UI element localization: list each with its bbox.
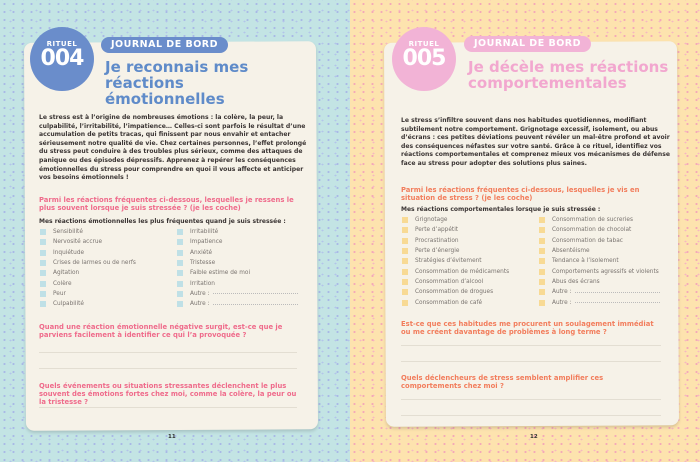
page-title: Je décèle mes réactions comportementales <box>468 58 669 92</box>
write-in-line[interactable] <box>213 304 298 305</box>
checklist-item-label: Irritation <box>190 280 215 287</box>
checklist-item-label: Grignotage <box>415 217 448 224</box>
intro-text: Le stress est à l’origine de nombreuses émotions : la colère, la peur, la culpabilité, l’irritabilité, l’impatience… Celles-ci sont parfois le résultat d’une accumulation de petits tracas, qui finissent par nous envahir et entacher sérieusement notre qualité de vie. Chez certaines personnes, l’effet prolongé du stress peut conduire à des troubles plus sérieux, comme des attaques de panique ou des épisodes dépressifs. Apprenez à repérer les conséquences émotionnelles du stress pour comprendre en quoi il vous affecte et anticiper vos besoins émotionnels ! <box>39 114 307 182</box>
checklist-item-label: Autre : <box>552 299 572 306</box>
checkbox[interactable] <box>177 250 183 256</box>
checkbox[interactable] <box>539 289 545 295</box>
answer-line[interactable] <box>39 368 297 369</box>
ritual-badge <box>30 27 94 91</box>
checkbox[interactable] <box>177 260 183 266</box>
checklist-item[interactable] <box>539 246 660 256</box>
checklist-col2 <box>177 227 298 309</box>
section-pill: JOURNAL DE BORD <box>101 37 228 53</box>
checkbox[interactable] <box>402 300 408 306</box>
checklist-item[interactable] <box>40 268 136 278</box>
checkbox[interactable] <box>539 227 545 233</box>
page-right <box>350 0 700 462</box>
checkbox[interactable] <box>402 238 408 244</box>
checklist-item-label: Anxiété <box>190 249 213 256</box>
write-in-line[interactable] <box>575 292 660 293</box>
checklist-item[interactable] <box>402 246 509 256</box>
checklist-item-label: Consommation de tabac <box>552 237 623 244</box>
page-title: Je reconnais mes réactions émotionnelles <box>105 58 249 108</box>
checkbox[interactable] <box>40 281 46 287</box>
answer-line[interactable] <box>401 399 661 400</box>
checklist-item-label: Consommation d’alcool <box>415 278 484 285</box>
checklist-item-label: Inquiétude <box>53 249 85 256</box>
checklist-item-label: Consommation de café <box>415 299 483 306</box>
checkbox[interactable] <box>402 279 408 285</box>
question-2: Est-ce que ces habitudes me procurent un soulagement immédiat ou me créent davantage de problèmes à long terme ? <box>401 320 654 336</box>
checklist-item[interactable] <box>177 248 298 258</box>
checklist-item-label: Tristesse <box>190 260 216 267</box>
answer-line[interactable] <box>401 345 661 346</box>
checkbox[interactable] <box>402 248 408 254</box>
checklist-item[interactable] <box>539 287 660 297</box>
checkbox[interactable] <box>402 227 408 233</box>
checklist-item[interactable] <box>177 299 298 309</box>
checkbox[interactable] <box>539 238 545 244</box>
checkbox[interactable] <box>40 250 46 256</box>
checkbox[interactable] <box>402 217 408 223</box>
answer-line[interactable] <box>401 361 661 362</box>
checkbox[interactable] <box>40 239 46 245</box>
page-number: 11 <box>168 434 176 440</box>
checklist-item-label: Consommation de drogues <box>415 289 494 296</box>
checkbox[interactable] <box>177 281 183 287</box>
checklist-item-label: Autre : <box>190 301 210 308</box>
checklist-item[interactable] <box>539 256 660 266</box>
checklist-item[interactable] <box>177 278 298 288</box>
checklist-item-label: Peur <box>53 290 66 297</box>
checkbox[interactable] <box>40 229 46 235</box>
intro-text: Le stress s’infiltre souvent dans nos habitudes quotidiennes, modifiant subtilement notre comportement. Grignotage excessif, isolement, ou abus d’écrans : ces petites déviations peuvent révéler un mal-être profond et avoir des conséquences néfastes sur votre santé. Grâce à ce rituel, identifiez vos réactions comportementales et comprenez mieux vos mécanismes de défense face au stress pour adopter des solutions plus saines. <box>401 117 671 167</box>
checklist-item[interactable] <box>40 289 136 299</box>
checklist-item[interactable] <box>539 277 660 287</box>
ritual-number: 004 <box>40 46 84 71</box>
checklist-item-label: Abus des écrans <box>552 278 600 285</box>
checklist-item-label: Consommation de sucreries <box>552 217 634 224</box>
checklist-item-label: Perte d’appétit <box>415 227 459 234</box>
list-label: Mes réactions comportementales lorsque je suis stressée : <box>401 206 601 213</box>
checklist-col1 <box>40 227 136 309</box>
checklist-item[interactable] <box>40 227 136 237</box>
checklist-item[interactable] <box>177 227 298 237</box>
checklist-item-label: Nervosité accrue <box>53 239 103 246</box>
checklist-item[interactable] <box>402 287 509 297</box>
checkbox[interactable] <box>402 269 408 275</box>
checkbox[interactable] <box>177 301 183 307</box>
ritual-badge <box>392 27 456 91</box>
checklist-item-label: Consommation de chocolat <box>552 227 632 234</box>
checkbox[interactable] <box>539 217 545 223</box>
checklist-item-label: Absentéisme <box>552 248 590 255</box>
checklist-item-label: Autre : <box>552 289 572 296</box>
checklist-item[interactable] <box>402 215 509 225</box>
checkbox[interactable] <box>177 229 183 235</box>
question-3: Quels déclencheurs de stress semblent amplifier ces comportements chez moi ? <box>401 374 604 390</box>
checklist-item[interactable] <box>40 278 136 288</box>
ritual-label: RITUEL <box>46 40 78 48</box>
checklist-item-label: Comportements agressifs et violents <box>552 268 659 275</box>
question-1: Parmi les réactions fréquentes ci-dessous, lesquelles je ressens le plus souvent lorsque je suis stressée ? (je les coche) <box>39 196 294 212</box>
checklist-item-label: Tendance à l’isolement <box>552 258 619 265</box>
checklist-item[interactable] <box>539 215 660 225</box>
checklist-item[interactable] <box>40 258 136 268</box>
checklist-item-label: Autre : <box>190 290 210 297</box>
checkbox[interactable] <box>402 258 408 264</box>
checkbox[interactable] <box>539 269 545 275</box>
checkbox[interactable] <box>539 300 545 306</box>
checklist-item[interactable] <box>177 237 298 247</box>
question-2: Quand une réaction émotionnelle négative surgit, est-ce que je parviens facilement à identifier ce qui l’a provoquée ? <box>39 323 283 339</box>
checklist-item[interactable] <box>402 297 509 307</box>
checklist-item[interactable] <box>402 277 509 287</box>
checklist-item-label: Faible estime de moi <box>190 270 251 277</box>
checklist-item-label: Consommation de médicaments <box>415 268 510 275</box>
checklist-item-label: Crises de larmes ou de nerfs <box>53 260 136 267</box>
checklist-item[interactable] <box>40 248 136 258</box>
checkbox[interactable] <box>40 270 46 276</box>
checklist-item[interactable] <box>40 237 136 247</box>
question-1: Parmi les réactions fréquentes ci-dessous, lesquelles je vis en situation de stress ? (je les coche) <box>401 186 640 202</box>
checklist-item[interactable] <box>40 299 136 309</box>
checkbox[interactable] <box>402 289 408 295</box>
ritual-number: 005 <box>402 46 446 71</box>
checklist-item[interactable] <box>402 266 509 276</box>
checklist-item[interactable] <box>402 236 509 246</box>
checklist-item[interactable] <box>539 236 660 246</box>
list-label: Mes réactions émotionnelles les plus fréquentes quand je suis stressée : <box>39 218 286 225</box>
checklist-item-label: Procrastination <box>415 237 459 244</box>
checkbox[interactable] <box>177 239 183 245</box>
answer-line[interactable] <box>39 407 297 408</box>
checkbox[interactable] <box>177 270 183 276</box>
checklist-item[interactable] <box>539 266 660 276</box>
checklist-item-label: Perte d’énergie <box>415 248 460 255</box>
page-number: 12 <box>530 434 538 440</box>
checklist-item-label: Irritabilité <box>190 229 219 236</box>
section-pill: JOURNAL DE BORD <box>464 36 591 52</box>
checklist-col2 <box>539 215 660 308</box>
ritual-label: RITUEL <box>408 40 440 48</box>
answer-line[interactable] <box>401 415 661 416</box>
checkbox[interactable] <box>539 258 545 264</box>
write-in-line[interactable] <box>213 293 298 294</box>
question-3: Quels événements ou situations stressantes déclenchent le plus souvent des émotions fortes chez moi, comme la colère, la peur ou la tristesse ? <box>39 382 297 406</box>
checklist-item-label: Agitation <box>53 270 80 277</box>
answer-line[interactable] <box>39 352 297 353</box>
checklist-col1 <box>402 215 509 308</box>
checklist-item-label: Culpabilité <box>53 301 84 308</box>
checklist-item-label: Impatience <box>190 239 223 246</box>
checklist-item-label: Stratégies d’évitement <box>415 258 482 265</box>
checkbox[interactable] <box>177 291 183 297</box>
checkbox[interactable] <box>539 279 545 285</box>
checklist-item[interactable] <box>539 225 660 235</box>
checklist-item-label: Colère <box>53 280 72 287</box>
checklist-item[interactable] <box>539 297 660 307</box>
checkbox[interactable] <box>40 291 46 297</box>
checklist-item[interactable] <box>402 225 509 235</box>
checkbox[interactable] <box>539 248 545 254</box>
checkbox[interactable] <box>40 260 46 266</box>
checklist-item[interactable] <box>402 256 509 266</box>
checklist-item[interactable] <box>177 289 298 299</box>
write-in-line[interactable] <box>575 302 660 303</box>
checkbox[interactable] <box>40 301 46 307</box>
checklist-item[interactable] <box>177 258 298 268</box>
checklist-item-label: Sensibilité <box>53 229 83 236</box>
checklist-item[interactable] <box>177 268 298 278</box>
